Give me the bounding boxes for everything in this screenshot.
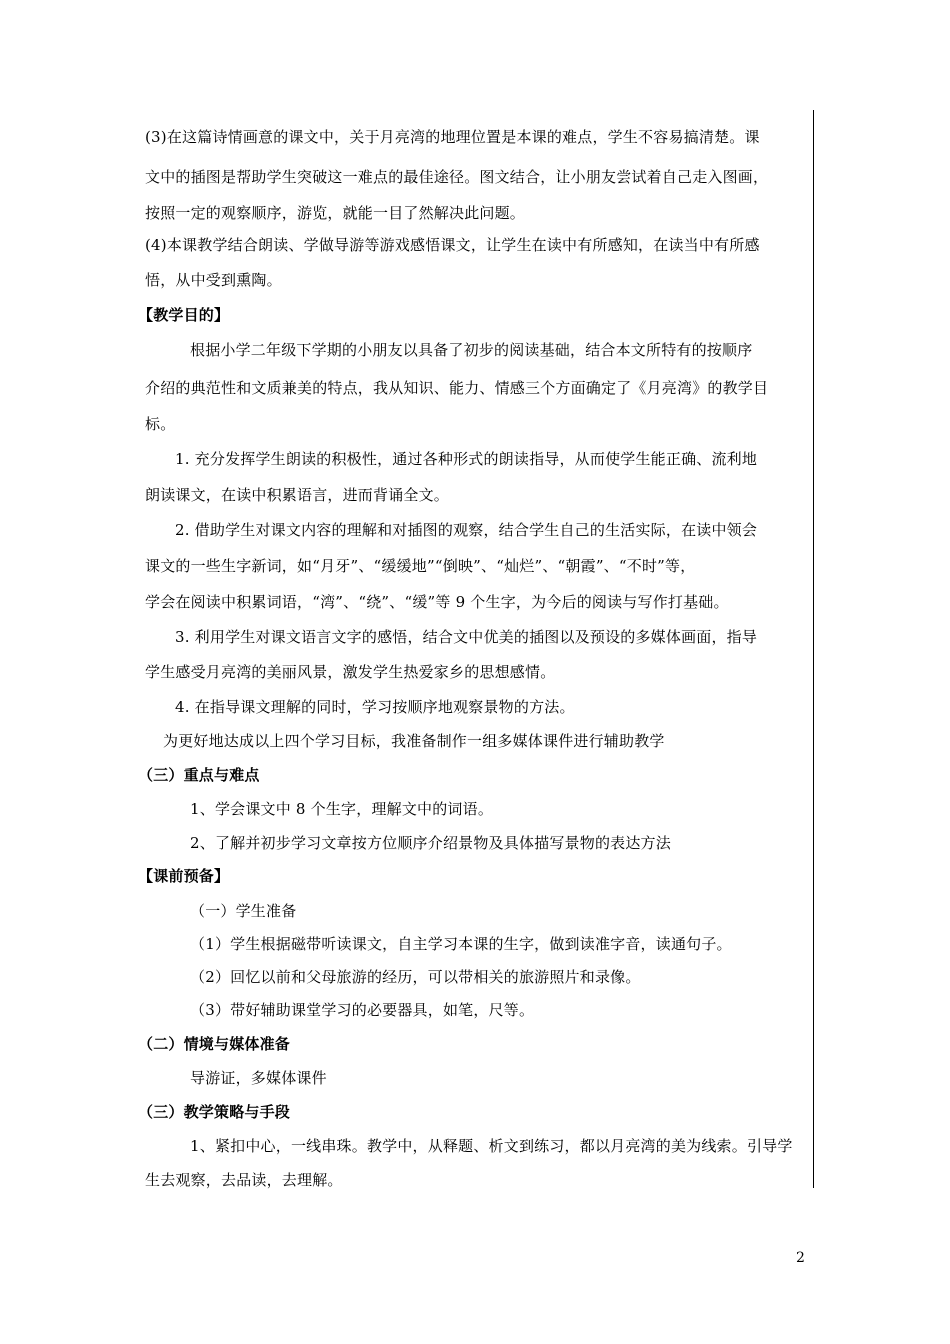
subsection-heading: （一）学生准备	[190, 902, 297, 920]
section-heading: （二）情境与媒体准备	[138, 1035, 291, 1053]
list-item: 1、学会课文中 8 个生字，理解文中的词语。	[190, 800, 494, 818]
paragraph-line: 为更好地达成以上四个学习目标，我准备制作一组多媒体课件进行辅助教学	[163, 732, 665, 750]
goal-item: 课文的一些生字新词，如“月牙”、“缓缓地”“倒映”、“灿烂”、“朝霞”、“不时”等，	[145, 557, 696, 575]
paragraph-line: 悟，从中受到熏陶。	[145, 271, 282, 289]
paragraph-line: (3)在这篇诗情画意的课文中，关于月亮湾的地理位置是本课的难点，学生不容易搞清楚。课	[145, 128, 760, 146]
paragraph-line: 生去观察，去品读，去理解。	[145, 1171, 343, 1189]
list-item: （3）带好辅助课堂学习的必要器具，如笔，尺等。	[190, 1001, 535, 1019]
goal-item: 学生感受月亮湾的美丽风景，激发学生热爱家乡的思想感情。	[145, 663, 556, 681]
paragraph-line: 根据小学二年级下学期的小朋友以具备了初步的阅读基础，结合本文所特有的按顺序	[190, 341, 753, 359]
goal-item: 学会在阅读中积累词语，“湾”、“绕”、“缓”等 9 个生字，为今后的阅读与写作打基础。	[145, 593, 729, 611]
section-heading: （三）重点与难点	[138, 766, 260, 784]
page-number: 2	[796, 1250, 805, 1266]
list-item: 2、了解并初步学习文章按方位顺序介绍景物及具体描写景物的表达方法	[190, 834, 671, 852]
section-heading: （三）教学策略与手段	[138, 1103, 291, 1121]
paragraph-line: 文中的插图是帮助学生突破这一难点的最佳途径。图文结合，让小朋友尝试着自己走入图画，	[145, 168, 769, 186]
table-right-border	[813, 110, 814, 1188]
section-heading: 【教学目的】	[138, 306, 230, 324]
paragraph-line: 介绍的典范性和文质兼美的特点，我从知识、能力、情感三个方面确定了《月亮湾》的教学目	[145, 379, 769, 397]
goal-item: 2. 借助学生对课文内容的理解和对插图的观察，结合学生自己的生活实际，在读中领会	[175, 521, 758, 539]
goal-item: 1. 充分发挥学生朗读的积极性，通过各种形式的朗读指导，从而使学生能正确、流利地	[175, 450, 758, 468]
paragraph-line: (4)本课教学结合朗读、学做导游等游戏感悟课文，让学生在读中有所感知，在读当中有所感	[145, 236, 760, 254]
list-item: （1）学生根据磁带听读课文，自主学习本课的生字，做到读准字音，读通句子。	[190, 935, 732, 953]
goal-item: 4. 在指导课文理解的同时，学习按顺序地观察景物的方法。	[175, 698, 575, 716]
section-heading: 【课前预备】	[138, 867, 230, 885]
list-item: （2）回忆以前和父母旅游的经历，可以带相关的旅游照片和录像。	[190, 968, 641, 986]
paragraph-line: 按照一定的观察顺序，游览，就能一目了然解决此问题。	[145, 204, 526, 222]
goal-item: 3. 利用学生对课文语言文字的感悟，结合文中优美的插图以及预设的多媒体画面，指导	[175, 628, 758, 646]
paragraph-line: 1、紧扣中心，一线串珠。教学中，从释题、析文到练习，都以月亮湾的美为线索。引导学	[190, 1137, 793, 1155]
paragraph-line: 标。	[145, 415, 176, 433]
list-item: 导游证，多媒体课件	[190, 1069, 327, 1087]
goal-item: 朗读课文，在读中积累语言，进而背诵全文。	[145, 486, 450, 504]
